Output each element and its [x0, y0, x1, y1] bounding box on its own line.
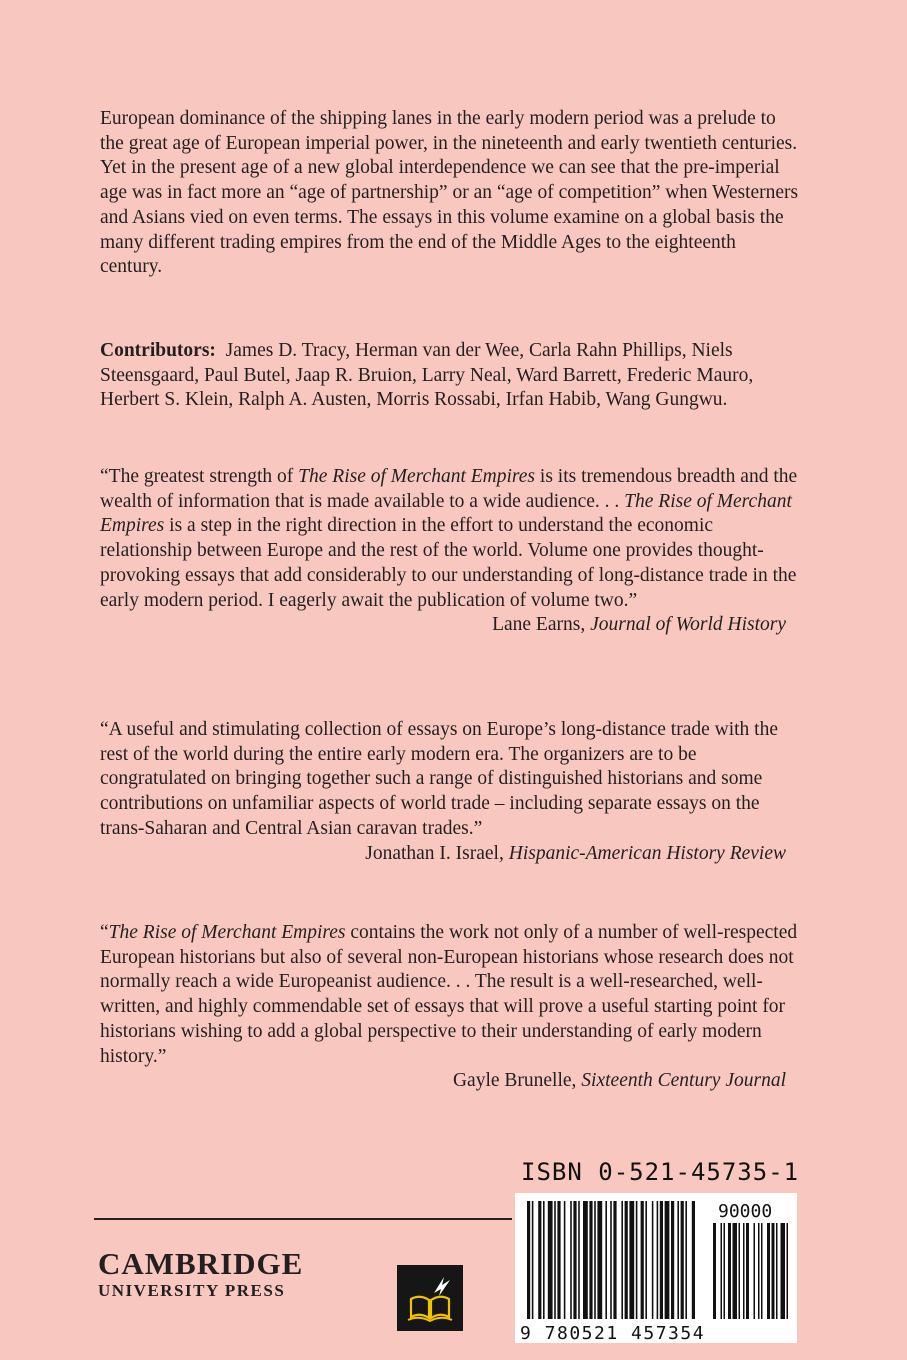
review-2-quote: “A useful and stimulating collection of essays on Europe’s long-distance trade with the rest of the world during the entire early modern era. The organizers are to be congratulated on bringing together such a range of distinguished historians and some contributions on unfamiliar aspects of world trade – including separate essays on the trans-Saharan and Central Asian caravan trades.” — [100, 719, 779, 839]
review-1 — [100, 465, 800, 638]
barcode-bar — [570, 1201, 572, 1319]
barcode-bar — [645, 1201, 647, 1319]
barcode-bar — [767, 1223, 770, 1319]
barcode-bar — [557, 1201, 560, 1319]
divider-rule — [94, 1218, 512, 1220]
barcode-bar — [538, 1201, 541, 1319]
contributors-names: James D. Tracy, Herman van der Wee, Carla Rahn Phillips, Niels Steensgaard, Paul Butel, Jaap R. Bruion, Larry Neal, Ward Barrett, Frederic Mauro, Herbert S. Klein, Ralph A. Austen, Morris Rossabi, Irfan Habib, Wang Gungwu. — [100, 340, 754, 411]
barcode-bar — [787, 1223, 789, 1319]
barcode-bar — [681, 1201, 684, 1319]
barcode-bar — [583, 1201, 588, 1319]
review-1-quote: “The greatest strength of The Rise of Merchant Empires is its tremendous breadth and the wealth of information that is made available to a wide audience. . . The Rise of Merchant Empires is a step in the right direction in the effort to understand the economic relationship between Europe and the rest of the world. Volume one provides thought-provoking essays that add considerably to our understanding of long-distance trade in the early modern period. I eagerly await the publication of volume two.” — [100, 466, 798, 611]
ean-number: 9 780521 457354 — [520, 1323, 706, 1343]
barcode-bar — [677, 1201, 679, 1319]
barcode-bar — [685, 1201, 687, 1319]
barcode-bar — [728, 1223, 731, 1319]
barcode-bar — [543, 1201, 545, 1319]
publisher-logo — [98, 1248, 303, 1302]
barcode-bar — [721, 1223, 723, 1319]
blurb-text: European dominance of the shipping lanes in the early modern period was a prelude to the great age of European imperial power, in the nineteenth and early twentieth centuries. Yet in the present age of a new global interdependence we can see that the pre-imperial age was in fact more an “age of partnership” or an “age of competition” when Westerners and Asians vied on even terms. The essays in this volume examine on a global basis the many different trading empires from the end of the Middle Ages to the eighteenth century. — [100, 108, 799, 278]
barcode-bar — [625, 1201, 628, 1319]
barcode-bar — [621, 1201, 623, 1319]
barcode-bar — [754, 1223, 756, 1319]
barcode-bar — [657, 1201, 659, 1319]
barcode-bar — [692, 1201, 695, 1319]
open-book-icon — [397, 1265, 463, 1331]
barcode-bar — [573, 1201, 576, 1319]
barcode-bar — [652, 1201, 654, 1319]
barcode-bar — [746, 1223, 749, 1319]
barcode-bar — [772, 1223, 775, 1319]
barcode-bar — [613, 1201, 616, 1319]
blurb — [100, 107, 800, 280]
barcode-bar — [761, 1223, 763, 1319]
barcode-bar — [532, 1201, 534, 1319]
review-3-quote: “The Rise of Merchant Empires contains the work not only of a number of well-respected European historians but also of several non-European historians whose research does not normally reach a wide Europeanist audience. . . The result is a well-researched, well-written, and highly commendable set of essays that will prove a useful starting point for historians wishing to add a global perspective to their understanding of early modern history.” — [100, 922, 798, 1067]
barcode-bar — [733, 1223, 738, 1319]
barcode-bar — [641, 1201, 644, 1319]
barcode-bar — [564, 1201, 566, 1319]
review-3 — [100, 921, 800, 1094]
barcode-bar — [739, 1223, 741, 1319]
barcode-bar — [605, 1201, 607, 1319]
barcode-bar — [548, 1201, 553, 1319]
barcode-bar — [724, 1223, 726, 1319]
barcode-bar — [527, 1201, 530, 1319]
publisher-name: CAMBRIDGE — [98, 1246, 304, 1281]
barcode-bar — [636, 1201, 638, 1319]
review-3-attribution: Gayle Brunelle, Sixteenth Century Journal — [452, 1070, 786, 1092]
barcode-bar — [629, 1201, 634, 1319]
review-2-attribution: Jonathan I. Israel, Hispanic-American History Review — [365, 842, 786, 864]
barcode-bar — [589, 1201, 592, 1319]
barcode-bar — [776, 1223, 778, 1319]
barcode-bar — [597, 1201, 602, 1319]
isbn: ISBN 0-521-45735-1 — [521, 1158, 800, 1186]
contributors — [100, 339, 800, 413]
barcode-bar — [781, 1223, 786, 1319]
barcode-bar — [594, 1201, 596, 1319]
barcode-bar — [713, 1223, 716, 1319]
review-1-attribution: Lane Earns, Journal of World History — [492, 614, 786, 636]
barcode-bar — [660, 1201, 663, 1319]
barcode-bar — [758, 1223, 760, 1319]
barcode-bar — [578, 1201, 580, 1319]
price-code: 90000 — [718, 1201, 773, 1222]
barcode-bar — [671, 1201, 674, 1319]
barcode-graphic — [515, 1193, 797, 1343]
review-2 — [100, 718, 800, 866]
barcode-bar — [610, 1201, 612, 1319]
publisher-sub: UNIVERSITY PRESS — [98, 1281, 286, 1300]
barcode-bar — [554, 1201, 556, 1319]
barcode-bar — [743, 1223, 745, 1319]
barcode — [515, 1193, 797, 1343]
contributors-label: Contributors: — [100, 340, 216, 361]
barcode-bar — [665, 1201, 670, 1319]
